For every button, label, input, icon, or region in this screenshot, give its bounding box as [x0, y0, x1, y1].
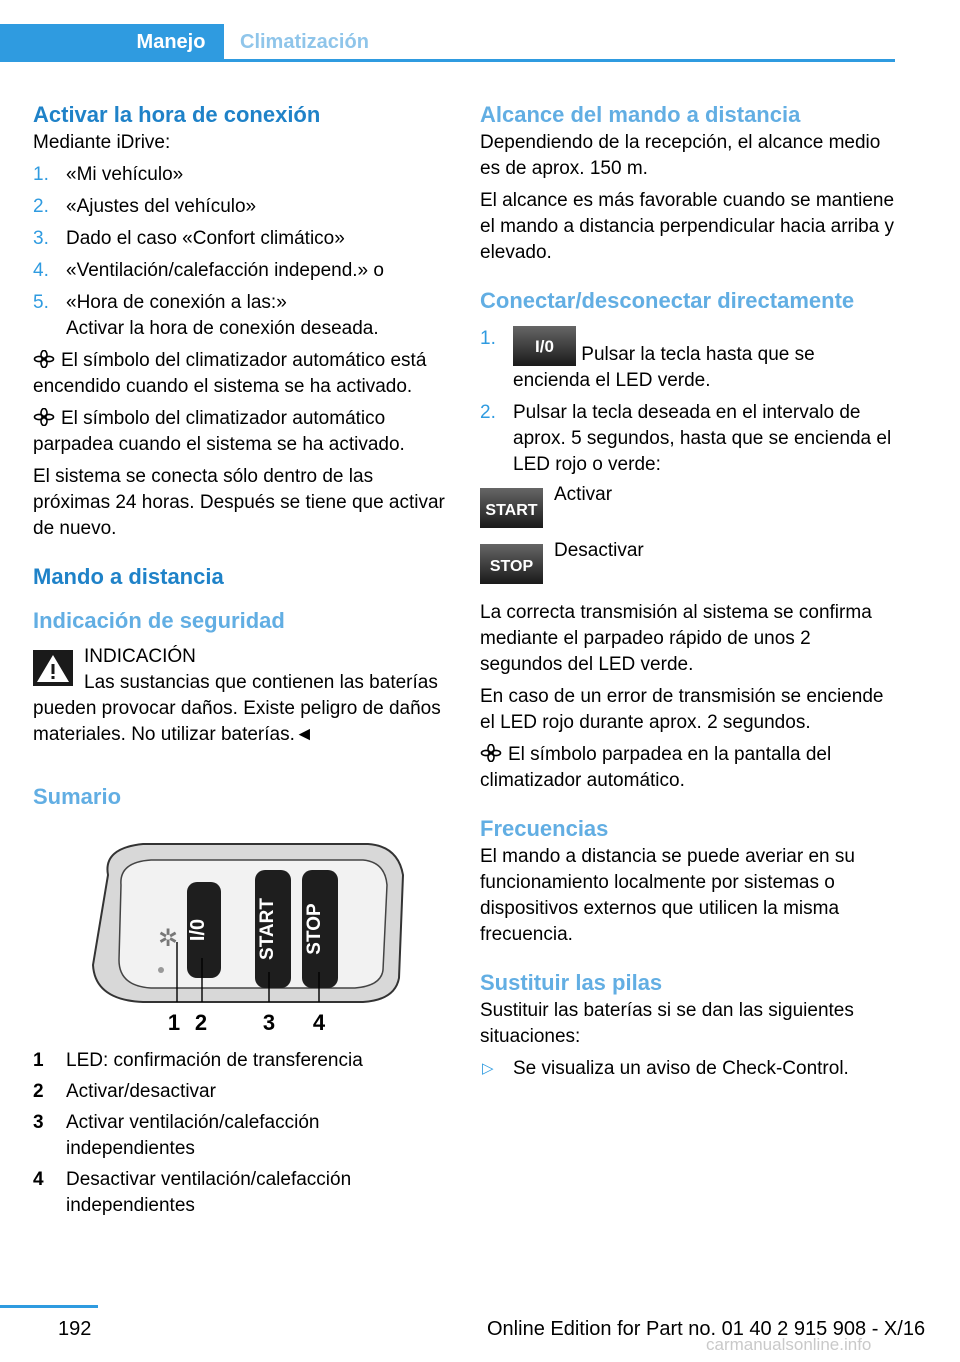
step-item: 2. «Ajustes del vehículo» [33, 196, 257, 217]
mediante-idrive: Mediante iDrive: [33, 132, 171, 153]
remote-legend [33, 1048, 445, 1219]
page-number: 192 [58, 1318, 92, 1340]
heading-mando: Mando a distancia [33, 564, 224, 589]
triangle-bullet-icon: ▷ [482, 1060, 494, 1077]
left-column [33, 100, 445, 1224]
fan-icon [480, 744, 502, 762]
warning-title: INDICACIÓN [84, 646, 196, 667]
conectar-steps [480, 326, 895, 478]
idrive-steps [33, 162, 445, 342]
heading-conectar: Conectar/desconectar directamente [480, 288, 855, 313]
callout-4: 4 [312, 1010, 326, 1035]
stop-key-label: Desactivar [554, 540, 644, 561]
fan-icon [33, 408, 55, 426]
header-tabbar [0, 24, 895, 62]
heading-frecuencias: Frecuencias [480, 816, 609, 841]
remote-io-label: I/0 [187, 918, 209, 942]
remote-figure [33, 830, 445, 1040]
warning-block [33, 644, 445, 670]
online-edition: Online Edition for Part no. 01 40 2 915 908 - X/16 [487, 1318, 926, 1340]
callout-2: 2 [194, 1010, 208, 1035]
svg-text:I/0: I/0 [535, 337, 554, 356]
step-item: 2. Pulsar la tecla deseada en el intervalo de aprox. 5 segundos, hasta que se encienda el LED rojo o verde: [480, 402, 892, 475]
step-item: 5. «Hora de conexión a las:» Activar la hora de conexión deseada. [33, 292, 379, 339]
start-key-icon [480, 488, 543, 528]
start-key-row [480, 484, 895, 528]
watermark: carmanualsonline.info [706, 1335, 872, 1354]
svg-text:START: START [485, 502, 538, 519]
tab-blank [0, 24, 118, 59]
frecuencias-text: El mando a distancia se puede averiar en su funcionamiento localmente por sistemas o dispositivos externos que utilicen la misma frecuencia. [480, 846, 855, 945]
io-key-icon [513, 326, 576, 366]
callout-3: 3 [262, 1010, 276, 1035]
remote-illustration [33, 830, 445, 1040]
heading-sumario: Sumario [33, 784, 122, 809]
list-item: ▷ Se visualiza un aviso de Check-Control. [480, 1056, 895, 1082]
heading-alcance: Alcance del mando a distancia [480, 102, 801, 127]
step5-sub: Activar la hora de conexión deseada. [66, 318, 379, 339]
heading-seguridad: Indicación de seguridad [33, 608, 285, 633]
pilas-list [480, 1056, 895, 1082]
alcance-text-1: Dependiendo de la recepción, el alcance medio es de aprox. 150 m. [480, 132, 881, 179]
legend-item: 1 LED: confirmación de transferencia [33, 1050, 363, 1071]
svg-text:STOP: STOP [489, 558, 534, 575]
stop-key-icon [480, 544, 543, 584]
callout-1: 1 [167, 1010, 181, 1035]
right-column [480, 100, 895, 1082]
header-rule [0, 59, 895, 62]
remote-start-label: START [257, 898, 278, 960]
step-item: 3. Dado el caso «Confort climático» [33, 228, 345, 249]
error-text: En caso de un error de transmisión se enciende el LED rojo durante aprox. 2 segundos. [480, 686, 884, 733]
alcance-text-2: El alcance es más favorable cuando se mantiene el mando a distancia perpendicular hacia arriba y elevado. [480, 190, 895, 263]
footer-rule [0, 1305, 98, 1308]
start-key-label: Activar [554, 484, 613, 505]
step-item: 1. «Mi vehículo» [33, 164, 184, 185]
fan-on-note: El símbolo del climatizador automático está encendido cuando el sistema se ha activado. [33, 350, 427, 397]
heading-pilas: Sustituir las pilas [480, 970, 663, 995]
tab-climatizacion[interactable]: Climatización [240, 31, 369, 53]
legend-item: 4 Desactivar ventilación/calefacción independientes [33, 1169, 352, 1216]
fan-icon [33, 350, 55, 368]
step-item: 4. «Ventilación/calefacción independ.» o [33, 260, 384, 281]
warning-text: Las sustancias que contienen las baterías pueden provocar daños. Existe peligro de daños materiales. No utilizar baterías.◄ [33, 672, 441, 745]
pilas-text: Sustituir las baterías si se dan las siguientes situaciones: [480, 1000, 854, 1047]
connect-24h-note: El sistema se conecta sólo dentro de las próximas 24 horas. Después se tiene que activar de nuevo. [33, 466, 445, 539]
remote-stop-label: STOP [304, 903, 325, 955]
remote-fan-icon: ✲ [158, 924, 179, 952]
fan-blink-display-note: El símbolo parpadea en la pantalla del climatizador automático. [480, 744, 832, 791]
heading-activar-hora: Activar la hora de conexión [33, 102, 321, 127]
legend-item: 3 Activar ventilación/calefacción independientes [33, 1112, 320, 1159]
fan-blink-note: El símbolo del climatizador automático parpadea cuando el sistema se ha activado. [33, 408, 405, 455]
step-item: 1. I/0 Pulsar la tecla hasta que se encienda el LED verde. [480, 328, 815, 391]
warning-icon [33, 650, 73, 686]
legend-item: 2 Activar/desactivar [33, 1081, 216, 1102]
stop-key-row [480, 540, 895, 584]
confirm-text: La correcta transmisión al sistema se confirma mediante el parpadeo rápido de unos 2 segundos del LED verde. [480, 602, 872, 675]
tab-manejo[interactable]: Manejo [118, 24, 224, 59]
